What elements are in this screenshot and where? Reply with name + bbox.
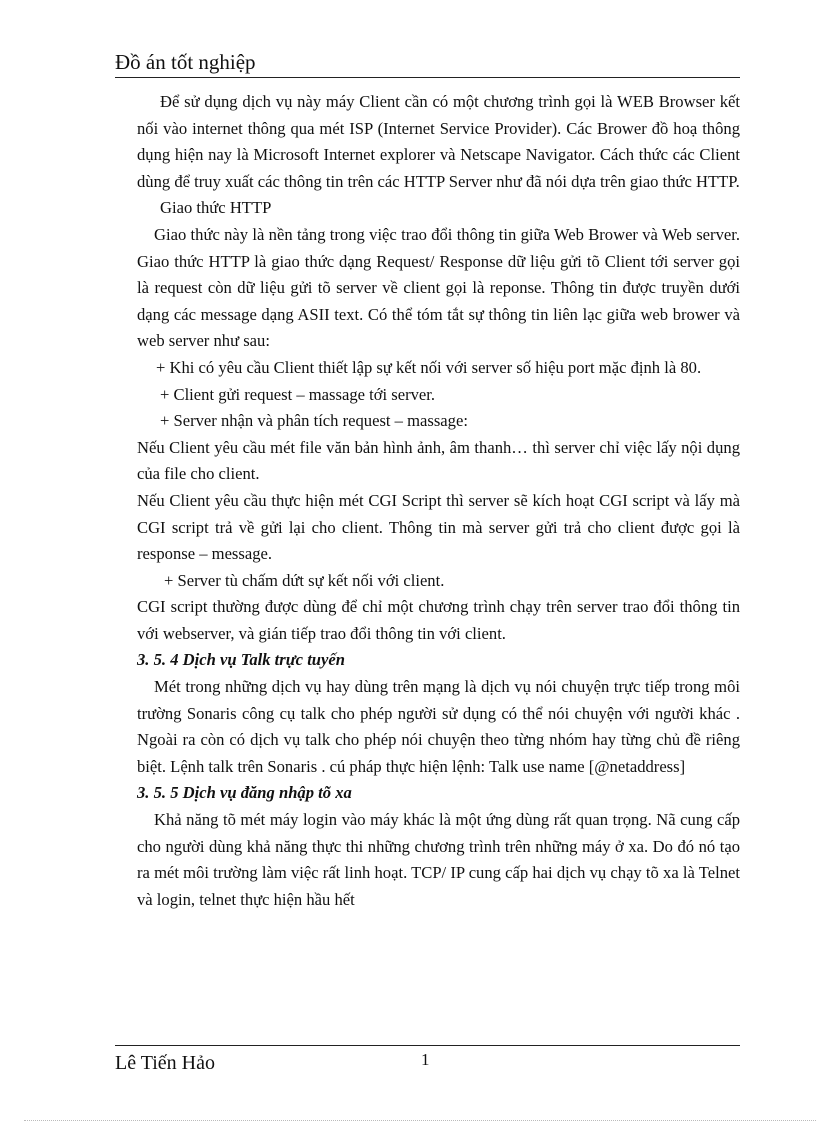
list-item-request: + Client gửi request – massage tới server.	[160, 384, 436, 404]
paragraph-cgi-request: Nếu Client yêu cầu thực hiện mét CGI Script thì server sẽ kích hoạt CGI script và lấy mà CGI script trả về gửi lại cho client. Thông tin mà server gửi trả cho client được gọi là response – message.	[137, 490, 740, 564]
document-body	[137, 89, 740, 913]
page-number: 1	[421, 1050, 430, 1069]
list-item-disconnect: + Server tù chấm dứt sự kết nối với client.	[164, 570, 445, 590]
paragraph-remote-login: Khả năng tõ mét máy login vào máy khác là một ứng dùng rất quan trọng. Nã cung cấp cho người dùng khả năng thực thi những chương trình trên những máy ở xa. Do đó nó tạo ra mét môi trường làm việc rất linh hoạt. TCP/ IP cung cấp hai dịch vụ chạy tõ xa là Telnet và login, telnet thực hiện hầu hết	[137, 810, 740, 909]
page-edge-guide	[24, 1120, 816, 1121]
paragraph-file-request: Nếu Client yêu cầu mét file văn bản hình ảnh, âm thanh… thì server chỉ việc lấy nội dụng của file cho client.	[137, 437, 740, 484]
paragraph-web-browser: Để sử dụng dịch vụ này máy Client cần có một chương trình gọi là WEB Browser kết nối vào internet thông qua mét ISP (Internet Service Provider). Các Brower đồ hoạ thông dụng hiện nay là Microsoft Internet explorer và Netscape Navigator. Cách thức các Client dùng để truy xuất các thông tin trên các HTTP Server như đã nói dựa trên giao thức HTTP.	[137, 92, 740, 191]
header-divider	[115, 77, 740, 78]
page-header-title: Đồ án tốt nghiệp	[115, 50, 256, 74]
paragraph-http-title: Giao thức HTTP	[160, 198, 272, 218]
section-heading-remote-login: 3. 5. 5 Dịch vụ đăng nhập tõ xa	[137, 783, 352, 803]
footer-author: Lê Tiến Hảo	[115, 1052, 215, 1074]
paragraph-talk-service: Mét trong những dịch vụ hay dùng trên mạng là dịch vụ nói chuyện trực tiếp trong môi trường Sonaris công cụ talk cho phép người sử dụng có thể nói chuyện với người khác . Ngoài ra còn có dịch vụ talk cho phép nói chuyện theo từng nhóm hay từng chủ đề riêng biệt. Lệnh talk trên Sonaris . cú pháp thực hiện lệnh: Talk use name [@netaddress]	[137, 677, 740, 776]
paragraph-cgi-script: CGI script thường được dùng để chỉ một chương trình chạy trên server trao đổi thông tin với webserver, và gián tiếp trao đổi thông tin với client.	[137, 597, 740, 643]
list-item-connect: + Khi có yêu cầu Client thiết lập sự kết nối với server số hiệu port mặc định là 80.	[156, 357, 702, 377]
section-heading-talk: 3. 5. 4 Dịch vụ Talk trực tuyến	[137, 650, 345, 670]
footer-divider	[115, 1045, 740, 1046]
list-item-analyze: + Server nhận và phân tích request – massage:	[160, 411, 468, 431]
paragraph-http-protocol: Giao thức này là nền tảng trong việc trao đổi thông tin giữa Web Brower và Web server. Giao thức HTTP là giao thức dạng Request/ Response dữ liệu gửi tõ Client tới server gọi là request còn dữ liệu gửi tõ server về client gọi là reponse. Thông tin được truyền dưới dạng các message dạng ASII text. Có thể tóm tắt sự thông tin liên lạc giữa web brower và web server như sau:	[137, 224, 740, 351]
